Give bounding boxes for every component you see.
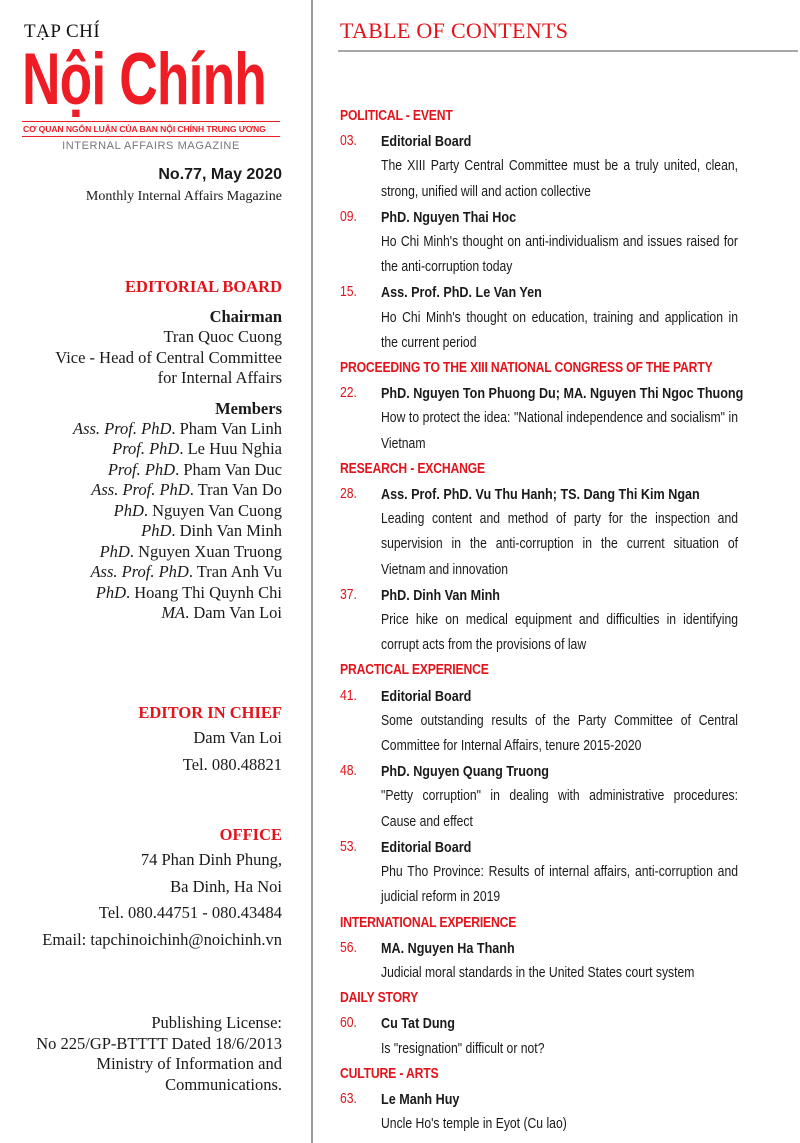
member-title: PhD — [95, 582, 126, 602]
member-separator: . — [189, 480, 198, 499]
toc-author: Editorial Board — [381, 838, 472, 856]
toc-article-title: Ho Chi Minh's thought on education, training and application in the current period — [381, 309, 738, 351]
member-item — [55, 419, 282, 440]
license-line-4: Communications. — [165, 1074, 282, 1094]
toc-entry[interactable] — [340, 583, 740, 659]
toc-article-title: Judicial moral standards in the United States court system — [381, 964, 695, 981]
editor-in-chief-name: Dam Van Loi — [193, 728, 282, 747]
toc-section-heading: DAILY STORY — [340, 990, 419, 1007]
logo-small-title: TẠP CHÍ — [24, 21, 101, 42]
members-list — [55, 419, 282, 624]
table-of-contents — [340, 104, 744, 1137]
chairman-name: Tran Quoc Cuong — [163, 327, 282, 346]
toc-entry[interactable] — [340, 759, 740, 835]
member-separator: . — [171, 521, 180, 540]
toc-page-number: 22. — [340, 385, 357, 402]
toc-page-number: 37. — [340, 586, 357, 603]
member-separator: . — [188, 562, 197, 581]
office-email[interactable]: Email: tapchinoichinh@noichinh.vn — [42, 929, 282, 949]
masthead-column — [0, 0, 312, 1143]
member-name: Pham Van Duc — [183, 459, 282, 479]
member-item — [55, 562, 282, 583]
toc-section-heading: RESEARCH - EXCHANGE — [340, 460, 486, 477]
member-separator: . — [143, 500, 153, 520]
toc-author: Ass. Prof. PhD. Vu Thu Hanh; TS. Dang Thi Kim Ngan — [381, 486, 700, 504]
member-title: Ass. Prof. PhD — [91, 480, 190, 499]
license-line-1: Publishing License: — [151, 1013, 282, 1032]
member-item — [55, 460, 282, 481]
member-title: MA — [161, 603, 186, 622]
toc-article-title: Phu Tho Province: Results of internal affairs, anti-corruption and judicial reform in 2019 — [381, 864, 738, 906]
editorial-board-heading: EDITORIAL BOARD — [125, 277, 282, 296]
member-title: Prof. PhD — [107, 459, 176, 479]
member-item — [55, 521, 282, 542]
toc-entry[interactable] — [340, 129, 740, 205]
member-title: Prof. PhD — [112, 439, 180, 458]
chairman-role-line-1: Vice - Head of Central Committee — [55, 347, 282, 367]
issue-info — [86, 166, 282, 205]
toc-page-number: 41. — [340, 687, 357, 704]
member-name: Dinh Van Minh — [179, 521, 282, 540]
member-name: Tran Anh Vu — [196, 562, 282, 581]
toc-article-title: How to protect the idea: "National independence and socialism" in Vietnam — [381, 410, 738, 452]
toc-section-heading: POLITICAL - EVENT — [340, 108, 453, 124]
toc-entry[interactable] — [340, 684, 740, 760]
member-name: Le Huu Nghia — [187, 439, 282, 458]
editorial-board — [55, 277, 282, 624]
publishing-license — [36, 1013, 282, 1095]
toc-page-number: 63. — [340, 1090, 357, 1107]
toc-entry[interactable] — [340, 205, 740, 281]
logo-subtitle: INTERNAL AFFAIRS MAGAZINE — [62, 140, 240, 152]
toc-article-title: Price hike on medical equipment and difficulties in identifying corrupt acts from the provisions of law — [381, 612, 738, 654]
member-separator: . — [171, 418, 180, 438]
column-divider — [311, 0, 313, 1143]
toc-page-number: 28. — [340, 486, 357, 503]
toc-author: Editorial Board — [381, 133, 472, 151]
editor-in-chief-tel: Tel. 080.48821 — [182, 754, 282, 774]
toc-section-heading: CULTURE - ARTS — [340, 1065, 439, 1082]
office-heading: OFFICE — [219, 825, 282, 844]
toc-article-title: Some outstanding results of the Party Committee of Central Committee for Internal Affairs, tenure 2015-2020 — [381, 712, 738, 755]
magazine-logo — [22, 22, 284, 152]
toc-page-number: 03. — [340, 133, 357, 150]
toc-page-number: 48. — [340, 763, 357, 780]
toc-author: Cu Tat Dung — [381, 1015, 455, 1033]
toc-entry[interactable] — [340, 280, 740, 356]
member-separator: . — [129, 541, 139, 561]
toc-entry[interactable] — [340, 1087, 740, 1137]
toc-article-title: Ho Chi Minh's thought on anti-individualism and issues raised for the anti-corruption today — [381, 234, 738, 276]
toc-author: MA. Nguyen Ha Thanh — [381, 939, 515, 957]
toc-entry[interactable] — [340, 936, 740, 986]
member-item — [55, 583, 282, 604]
toc-article-title: Leading content and method of party for the inspection and supervision in the anti-corruption in the current situation of Vietnam and innovation — [381, 511, 738, 578]
toc-entry[interactable] — [340, 381, 744, 457]
member-separator: . — [126, 582, 135, 602]
member-name: Tran Van Do — [197, 480, 282, 499]
toc-author: PhD. Nguyen Ton Phuong Du; MA. Nguyen Thi Ngoc Thuong — [381, 385, 744, 403]
editor-in-chief — [138, 703, 282, 778]
member-title: Ass. Prof. PhD — [90, 562, 189, 581]
member-name: Dam Van Loi — [193, 603, 282, 622]
member-title: PhD — [141, 521, 172, 540]
toc-entry[interactable] — [340, 835, 740, 911]
office — [42, 825, 282, 953]
toc-author: Ass. Prof. PhD. Le Van Yen — [381, 284, 542, 302]
member-name: Nguyen Xuan Truong — [138, 541, 282, 561]
toc-section-heading: PRACTICAL EXPERIENCE — [340, 662, 489, 679]
office-tel: Tel. 080.44751 - 080.43484 — [98, 903, 282, 922]
editor-in-chief-heading: EDITOR IN CHIEF — [138, 703, 282, 722]
toc-page-number: 60. — [340, 1015, 357, 1032]
toc-page-number: 53. — [340, 838, 357, 855]
toc-section-heading: INTERNATIONAL EXPERIENCE — [340, 914, 517, 931]
toc-title-rule — [338, 50, 798, 52]
member-item — [55, 603, 282, 624]
member-separator: . — [179, 439, 188, 458]
office-address-line-2: Ba Dinh, Ha Noi — [170, 876, 282, 896]
toc-section-heading: PROCEEDING TO THE XIII NATIONAL CONGRESS OF THE PARTY — [340, 360, 713, 377]
members-label: Members — [215, 398, 282, 418]
toc-article-title: "Petty corruption" in dealing with administrative procedures: Cause and effect — [381, 788, 738, 830]
toc-entry[interactable] — [340, 482, 740, 583]
member-name: Pham Van Linh — [179, 418, 282, 438]
toc-title: TABLE OF CONTENTS — [340, 18, 569, 43]
office-address-line-1: 74 Phan Dinh Phung, — [140, 850, 282, 869]
chairman-role-line-2: for Internal Affairs — [157, 368, 282, 387]
toc-author: PhD. Nguyen Quang Truong — [381, 763, 549, 781]
member-title: Ass. Prof. PhD — [72, 418, 172, 438]
toc-article-title: Is "resignation" difficult or not? — [381, 1040, 545, 1057]
member-item — [55, 501, 282, 522]
chairman-label: Chairman — [209, 307, 282, 326]
toc-article-title: Uncle Ho's temple in Eyot (Cu lao) — [381, 1116, 567, 1133]
toc-author: PhD. Dinh Van Minh — [381, 586, 501, 604]
member-title: PhD — [99, 541, 130, 561]
license-line-2: No 225/GP-BTTTT Dated 18/6/2013 — [36, 1033, 282, 1053]
member-item — [55, 542, 282, 563]
toc-entry[interactable] — [340, 1011, 740, 1061]
toc-page-number: 56. — [340, 939, 357, 956]
issue-number: No.77, May 2020 — [158, 166, 282, 183]
logo-tagline: CƠ QUAN NGÔN LUẬN CỦA BAN NỘI CHÍNH TRUNG ƯƠNG — [22, 121, 280, 137]
logo-big-title: Nội Chính — [22, 39, 266, 121]
license-line-3: Ministry of Information and — [96, 1054, 282, 1073]
member-name: Hoang Thi Quynh Chi — [134, 582, 282, 602]
member-separator: . — [175, 459, 184, 479]
toc-author: Editorial Board — [381, 687, 472, 705]
toc-page-number: 09. — [340, 208, 357, 225]
member-item — [55, 439, 282, 460]
member-title: PhD — [113, 500, 144, 520]
toc-page-number: 15. — [340, 284, 357, 301]
toc-author: PhD. Nguyen Thai Hoc — [381, 208, 517, 226]
member-name: Nguyen Van Cuong — [152, 500, 282, 520]
member-item — [55, 480, 282, 501]
toc-author: Le Manh Huy — [381, 1090, 460, 1108]
issue-description: Monthly Internal Affairs Magazine — [85, 189, 282, 204]
toc-article-title: The XIII Party Central Committee must be a truly united, clean, strong, unified will and action collective — [381, 158, 738, 200]
member-separator: . — [185, 603, 194, 622]
